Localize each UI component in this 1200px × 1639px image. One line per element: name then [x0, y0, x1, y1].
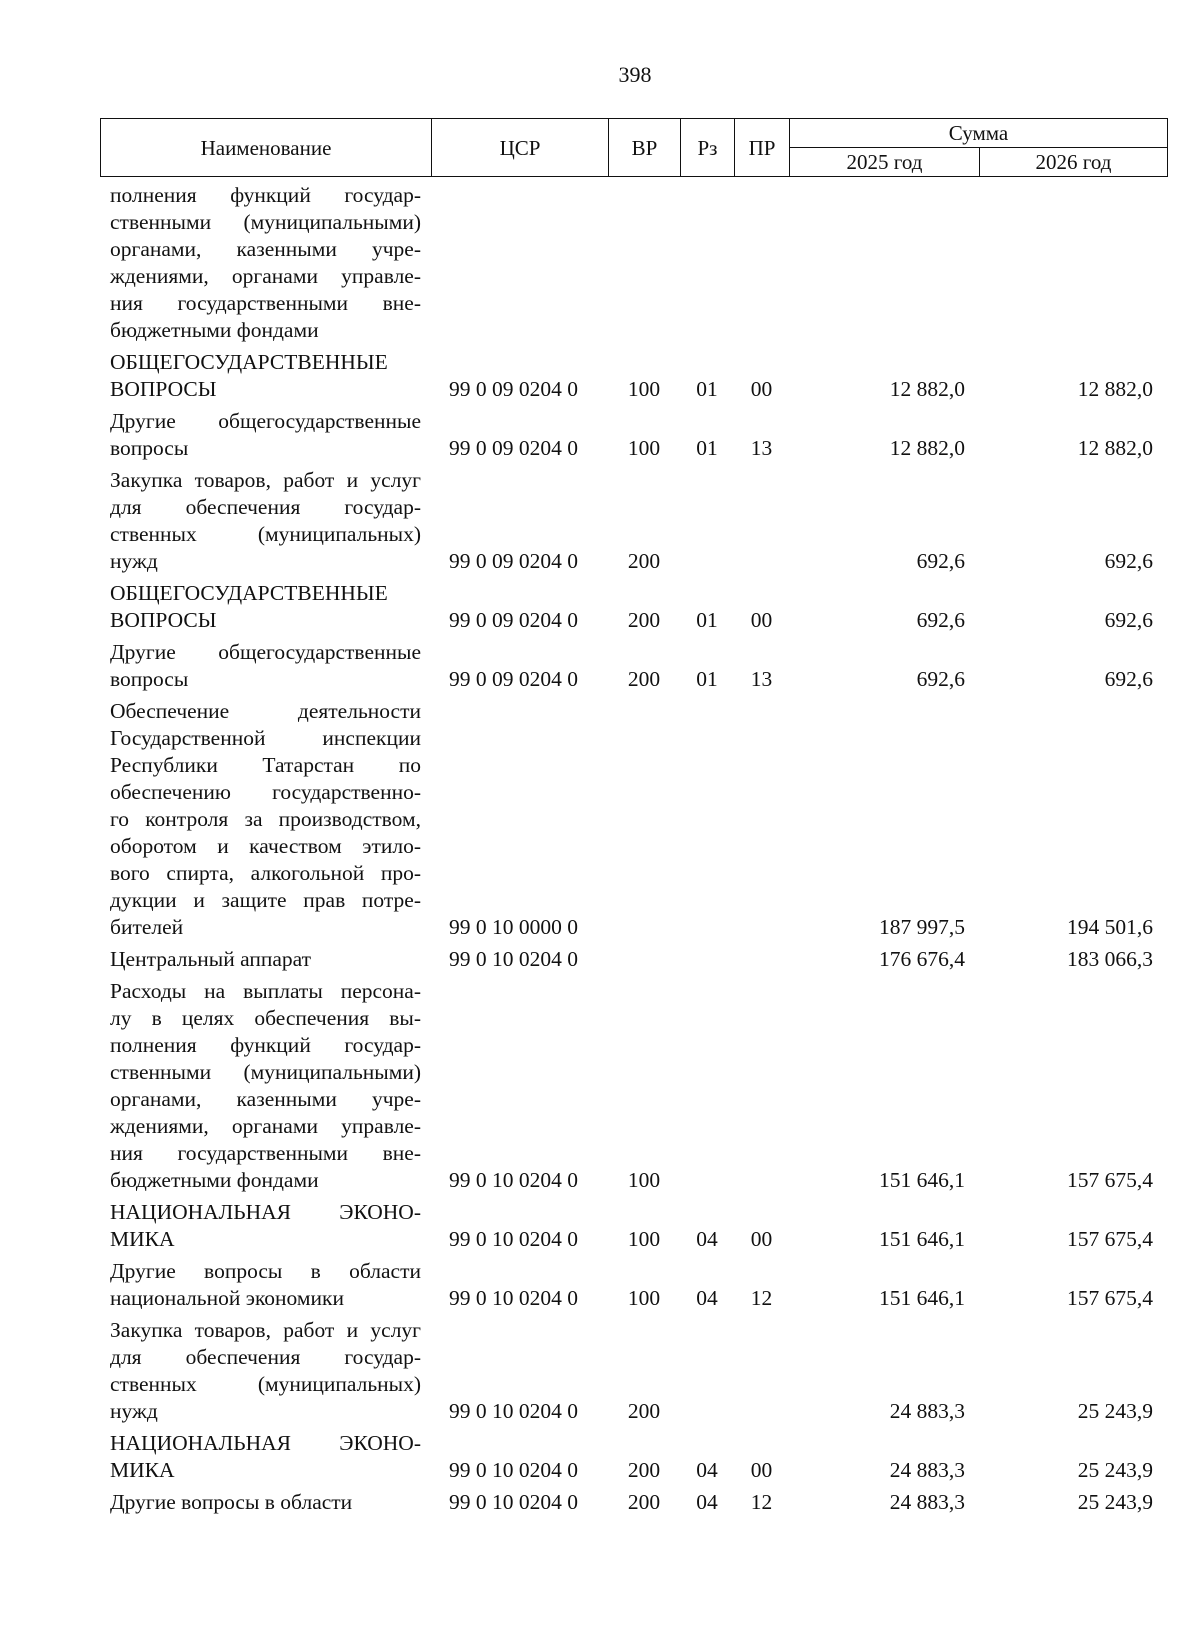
row-name [100, 1194, 431, 1253]
row-name-line: для обеспечения государ- [110, 495, 421, 519]
row-name-line: МИКА [110, 1227, 175, 1251]
row-name [100, 1484, 431, 1516]
row-sum-2026: 692,6 [1104, 667, 1153, 691]
row-sum-2025: 176 676,4 [879, 947, 965, 971]
row-pr: 00 [750, 377, 773, 401]
row-name-line: ственными (муниципальными) [110, 1060, 421, 1084]
row-vr [608, 693, 680, 941]
header-vr: ВР [609, 119, 681, 177]
row-vr [608, 941, 680, 973]
row-name-line: ВОПРОСЫ [110, 608, 217, 632]
row-sum-2025: 151 646,1 [879, 1168, 965, 1192]
row-sum-2025 [789, 182, 979, 344]
row-name-line: лу в целях обеспечения вы- [110, 1006, 421, 1030]
row-pr: 00 [750, 1227, 773, 1251]
row-name-line: го контроля за производством, [110, 807, 421, 831]
row-sum-2025: 151 646,1 [879, 1227, 965, 1251]
row-rz: 01 [696, 377, 718, 401]
row-sum-2025: 24 883,3 [889, 1399, 965, 1423]
row-name-line: НАЦИОНАЛЬНАЯ ЭКОНО- [110, 1431, 421, 1455]
row-name [100, 403, 431, 462]
header-csr: ЦСР [432, 119, 609, 177]
row-name-line: Закупка товаров, работ и услуг [110, 1318, 421, 1342]
row-name-line: полнения функций государ- [110, 1033, 421, 1057]
row-csr: 99 0 09 0204 0 [449, 436, 578, 460]
row-csr: 99 0 10 0204 0 [449, 1490, 578, 1514]
table-row [100, 1312, 1167, 1425]
row-sum-2025: 24 883,3 [889, 1490, 965, 1514]
row-pr [734, 693, 789, 941]
row-csr: 99 0 10 0000 0 [449, 915, 578, 939]
row-name-line: вопросы [110, 667, 189, 691]
row-name-line: Другие общегосударственные [110, 640, 421, 664]
row-rz [680, 462, 734, 575]
row-name-line: бителей [110, 915, 184, 939]
row-name-line: обеспечению государственно- [110, 780, 421, 804]
budget-table [100, 182, 1167, 1516]
row-sum-2026: 692,6 [1104, 608, 1153, 632]
row-rz: 04 [696, 1458, 718, 1482]
row-sum-2025: 187 997,5 [879, 915, 965, 939]
header-year-2026: 2026 год [980, 148, 1168, 177]
header-sum: Сумма [790, 119, 1168, 148]
row-name-line: Закупка товаров, работ и услуг [110, 468, 421, 492]
row-csr: 99 0 10 0204 0 [449, 1286, 578, 1310]
row-name-line: полнения функций государ- [110, 183, 421, 207]
row-rz [680, 973, 734, 1194]
row-name-line: ждениями, органами управле- [110, 264, 421, 288]
table-row [100, 1484, 1167, 1516]
row-sum-2025: 12 882,0 [889, 436, 965, 460]
row-name-line: ния государственными вне- [110, 291, 421, 315]
row-pr [734, 973, 789, 1194]
row-name [100, 462, 431, 575]
row-pr: 00 [750, 608, 773, 632]
row-sum-2025: 692,6 [916, 608, 965, 632]
row-pr [734, 941, 789, 973]
table-row [100, 973, 1167, 1194]
row-pr: 13 [750, 667, 773, 691]
row-name-line: Государственной инспекции [110, 726, 421, 750]
row-csr: 99 0 09 0204 0 [449, 549, 578, 573]
row-name-line: Обеспечение деятельности [110, 699, 421, 723]
row-name-line: ВОПРОСЫ [110, 377, 217, 401]
row-name [100, 344, 431, 403]
row-name-line: вопросы [110, 436, 189, 460]
row-rz: 04 [696, 1286, 718, 1310]
row-vr: 100 [627, 1286, 661, 1310]
row-name-line: нужд [110, 1399, 158, 1423]
row-vr: 200 [627, 1399, 661, 1423]
row-pr: 00 [750, 1458, 773, 1482]
row-name-line: ОБЩЕГОСУДАРСТВЕННЫЕ [110, 350, 388, 374]
row-vr: 100 [627, 377, 661, 401]
row-name-line: национальной экономики [110, 1286, 344, 1310]
row-rz: 01 [696, 608, 718, 632]
row-rz [680, 693, 734, 941]
row-name-line: Расходы на выплаты персона- [110, 979, 421, 1003]
row-pr: 12 [750, 1286, 773, 1310]
row-name [100, 941, 431, 973]
table-row [100, 462, 1167, 575]
row-rz: 01 [696, 667, 718, 691]
row-csr: 99 0 09 0204 0 [449, 377, 578, 401]
table-row [100, 403, 1167, 462]
row-rz: 04 [696, 1490, 718, 1514]
row-name [100, 973, 431, 1194]
row-name-line: Другие общегосударственные [110, 409, 421, 433]
row-name-line: Республики Татарстан по [110, 753, 421, 777]
row-rz [680, 1312, 734, 1425]
table-row [100, 634, 1167, 693]
row-csr: 99 0 09 0204 0 [449, 608, 578, 632]
row-sum-2025: 12 882,0 [889, 377, 965, 401]
row-csr [431, 182, 608, 344]
row-sum-2025: 24 883,3 [889, 1458, 965, 1482]
row-pr [734, 1312, 789, 1425]
row-sum-2026: 25 243,9 [1077, 1490, 1153, 1514]
row-vr: 200 [627, 1458, 661, 1482]
row-name-line: Другие вопросы в области [110, 1259, 421, 1283]
row-sum-2026: 12 882,0 [1077, 377, 1153, 401]
row-vr [608, 182, 680, 344]
row-sum-2026: 194 501,6 [1067, 915, 1153, 939]
row-rz: 01 [696, 436, 718, 460]
row-vr: 200 [627, 549, 661, 573]
row-name-line: ственных (муниципальных) [110, 522, 421, 546]
row-sum-2026: 157 675,4 [1067, 1227, 1153, 1251]
row-name-line: Другие вопросы в области [110, 1490, 353, 1514]
row-sum-2026 [979, 182, 1167, 344]
row-name-line: ния государственными вне- [110, 1141, 421, 1165]
row-sum-2025: 692,6 [916, 549, 965, 573]
table-row [100, 575, 1167, 634]
row-name-line: дукции и защите прав потре- [110, 888, 421, 912]
row-csr: 99 0 10 0204 0 [449, 1168, 578, 1192]
table-row [100, 1425, 1167, 1484]
table-header [100, 118, 1168, 177]
row-name-line: вого спирта, алкогольной про- [110, 861, 421, 885]
row-vr: 200 [627, 1490, 661, 1514]
row-name [100, 693, 431, 941]
row-name-line: ждениями, органами управле- [110, 1114, 421, 1138]
table-row [100, 693, 1167, 941]
row-name-line: органами, казенными учре- [110, 1087, 421, 1111]
row-csr: 99 0 10 0204 0 [449, 947, 578, 971]
row-pr [734, 462, 789, 575]
row-name-line: оборотом и качеством этило- [110, 834, 421, 858]
row-sum-2026: 25 243,9 [1077, 1399, 1153, 1423]
row-pr: 13 [750, 436, 773, 460]
row-name-line: ственных (муниципальных) [110, 1372, 421, 1396]
row-sum-2026: 157 675,4 [1067, 1168, 1153, 1192]
row-name-line: МИКА [110, 1458, 175, 1482]
row-pr [734, 182, 789, 344]
row-sum-2025: 692,6 [916, 667, 965, 691]
row-name-line: нужд [110, 549, 158, 573]
row-csr: 99 0 09 0204 0 [449, 667, 578, 691]
row-csr: 99 0 10 0204 0 [449, 1458, 578, 1482]
row-vr: 200 [627, 667, 661, 691]
row-name-line: бюджетными фондами [110, 1168, 319, 1192]
table-row [100, 941, 1167, 973]
header-year-2025: 2025 год [790, 148, 980, 177]
table-row [100, 1194, 1167, 1253]
row-vr: 100 [627, 1168, 661, 1192]
row-name [100, 182, 431, 344]
header-pr: ПР [735, 119, 790, 177]
row-vr: 100 [627, 1227, 661, 1251]
row-name-line: НАЦИОНАЛЬНАЯ ЭКОНО- [110, 1200, 421, 1224]
row-sum-2026: 692,6 [1104, 549, 1153, 573]
row-sum-2026: 157 675,4 [1067, 1286, 1153, 1310]
row-csr: 99 0 10 0204 0 [449, 1399, 578, 1423]
row-sum-2026: 12 882,0 [1077, 436, 1153, 460]
table-row [100, 182, 1167, 344]
header-name: Наименование [101, 119, 432, 177]
row-name-line: для обеспечения государ- [110, 1345, 421, 1369]
row-vr: 200 [627, 608, 661, 632]
row-sum-2025: 151 646,1 [879, 1286, 965, 1310]
row-name [100, 575, 431, 634]
row-sum-2026: 183 066,3 [1067, 947, 1153, 971]
row-name-line: ОБЩЕГОСУДАРСТВЕННЫЕ [110, 581, 388, 605]
row-csr: 99 0 10 0204 0 [449, 1227, 578, 1251]
row-pr: 12 [750, 1490, 773, 1514]
table-row [100, 1253, 1167, 1312]
row-name [100, 634, 431, 693]
row-name [100, 1312, 431, 1425]
row-name [100, 1425, 431, 1484]
row-rz [680, 941, 734, 973]
row-name-line: бюджетными фондами [110, 318, 319, 342]
header-rz: Рз [681, 119, 735, 177]
row-name [100, 1253, 431, 1312]
row-name-line: органами, казенными учре- [110, 237, 421, 261]
row-name-line: Центральный аппарат [110, 947, 312, 971]
row-name-line: ственными (муниципальными) [110, 210, 421, 234]
row-rz [680, 182, 734, 344]
page-number: 398 [618, 62, 652, 87]
table-body [100, 182, 1167, 1516]
row-vr: 100 [627, 436, 661, 460]
table-row [100, 344, 1167, 403]
row-sum-2026: 25 243,9 [1077, 1458, 1153, 1482]
row-rz: 04 [696, 1227, 718, 1251]
